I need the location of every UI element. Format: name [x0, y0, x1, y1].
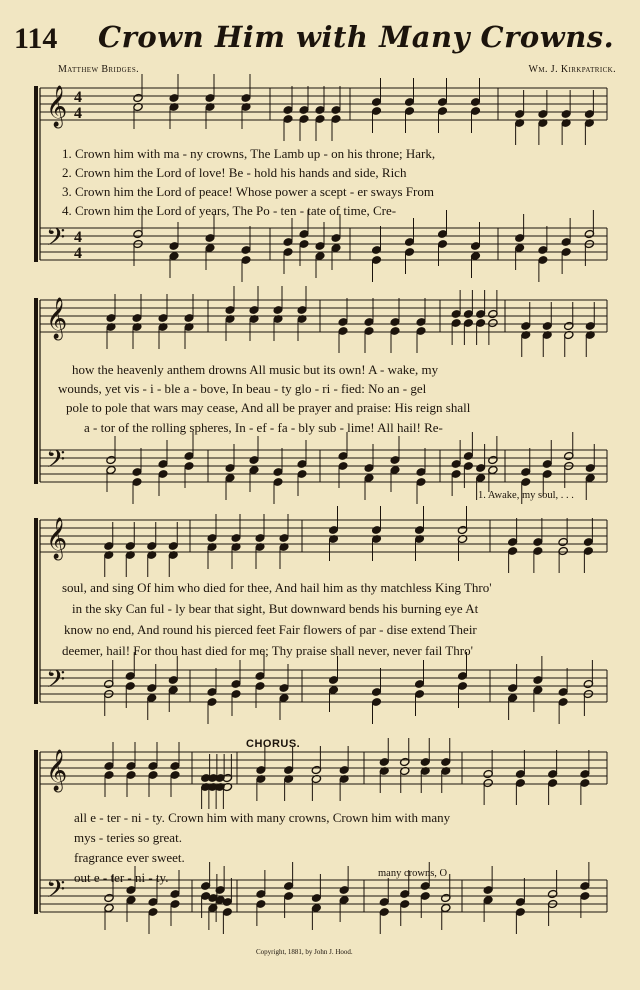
lyric-line: fragrance ever sweet.	[74, 850, 185, 865]
bass-clef-icon: 𝄢	[46, 665, 66, 700]
lyric-line: 2. Crown him the Lord of love! Be - hold his hands and side, Rich	[62, 165, 407, 180]
lyric-line: pole to pole that wars may cease, And all be prayer and praise: His reign shall	[66, 400, 471, 415]
page-number: 114	[14, 22, 58, 55]
system-bracket	[34, 86, 38, 262]
system-bracket	[34, 298, 38, 484]
lyric-line: in the sky Can ful - ly bear that sight, But downward bends his burning eye At	[72, 601, 479, 616]
lyric-line: 1. Crown him with ma - ny crowns, The Lamb up - on his throne; Hark,	[62, 146, 436, 161]
bass-clef-icon: 𝄢	[46, 875, 66, 910]
time-signature: 4	[74, 229, 82, 246]
bass-cue: many crowns, O	[378, 868, 448, 879]
lyric-line: 3. Crown him the Lord of peace! Whose power a scept - er sways From	[62, 184, 434, 199]
treble-clef-icon: 𝄞	[46, 86, 68, 127]
bass-cue: 1. Awake, my soul, . . .	[478, 490, 574, 501]
bass-clef-icon: 𝄢	[46, 445, 66, 480]
system-bracket	[34, 750, 38, 914]
system-bracket	[34, 518, 38, 704]
copyright-notice: Copyright, 1881, by John J. Hood.	[256, 948, 353, 956]
lyric-line: all e - ter - ni - ty. Crown him with many crowns, Crown him with many	[74, 810, 451, 825]
time-signature: 4	[74, 105, 82, 122]
lyric-line: a - tor of the rolling spheres, In - ef - fa - bly sub - lime! All hail! Re-	[84, 420, 443, 435]
treble-clef-icon: 𝄞	[46, 750, 68, 791]
lyric-line: 4. Crown him the Lord of years, The Po - ten - tate of time, Cre-	[62, 203, 397, 218]
lyric-line: out e - ter - ni - ty.	[74, 870, 169, 885]
lyric-line: mys - teries so great.	[74, 830, 182, 845]
treble-clef-icon: 𝄞	[46, 298, 68, 339]
lyric-line: soul, and sing Of him who died for thee, And hail him as thy matchless King Thro'	[62, 580, 492, 595]
lyric-line: how the heavenly anthem drowns All music but its own! A - wake, my	[72, 362, 439, 377]
composer-credit: Wm. J. Kirkpatrick.	[528, 64, 616, 75]
time-signature: 4	[74, 245, 82, 262]
lyricist-credit: Matthew Bridges.	[58, 64, 140, 75]
lyric-line: wounds, yet vis - i - ble a - bove, In beau - ty glo - ri - fied: No an - gel	[58, 381, 427, 396]
lyric-line: know no end, And round his pierced feet Fair flowers of par - dise extend Their	[64, 622, 477, 637]
treble-clef-icon: 𝄞	[46, 518, 68, 559]
hymn-title: Crown Him with Many Crowns.	[98, 20, 615, 54]
bass-clef-icon: 𝄢	[46, 223, 66, 258]
time-signature: 4	[74, 89, 82, 106]
chorus-heading: CHORUS.	[246, 738, 301, 750]
lyric-line: deemer, hail! For thou hast died for me; Thy praise shall never, never fail Thro'	[62, 643, 473, 658]
